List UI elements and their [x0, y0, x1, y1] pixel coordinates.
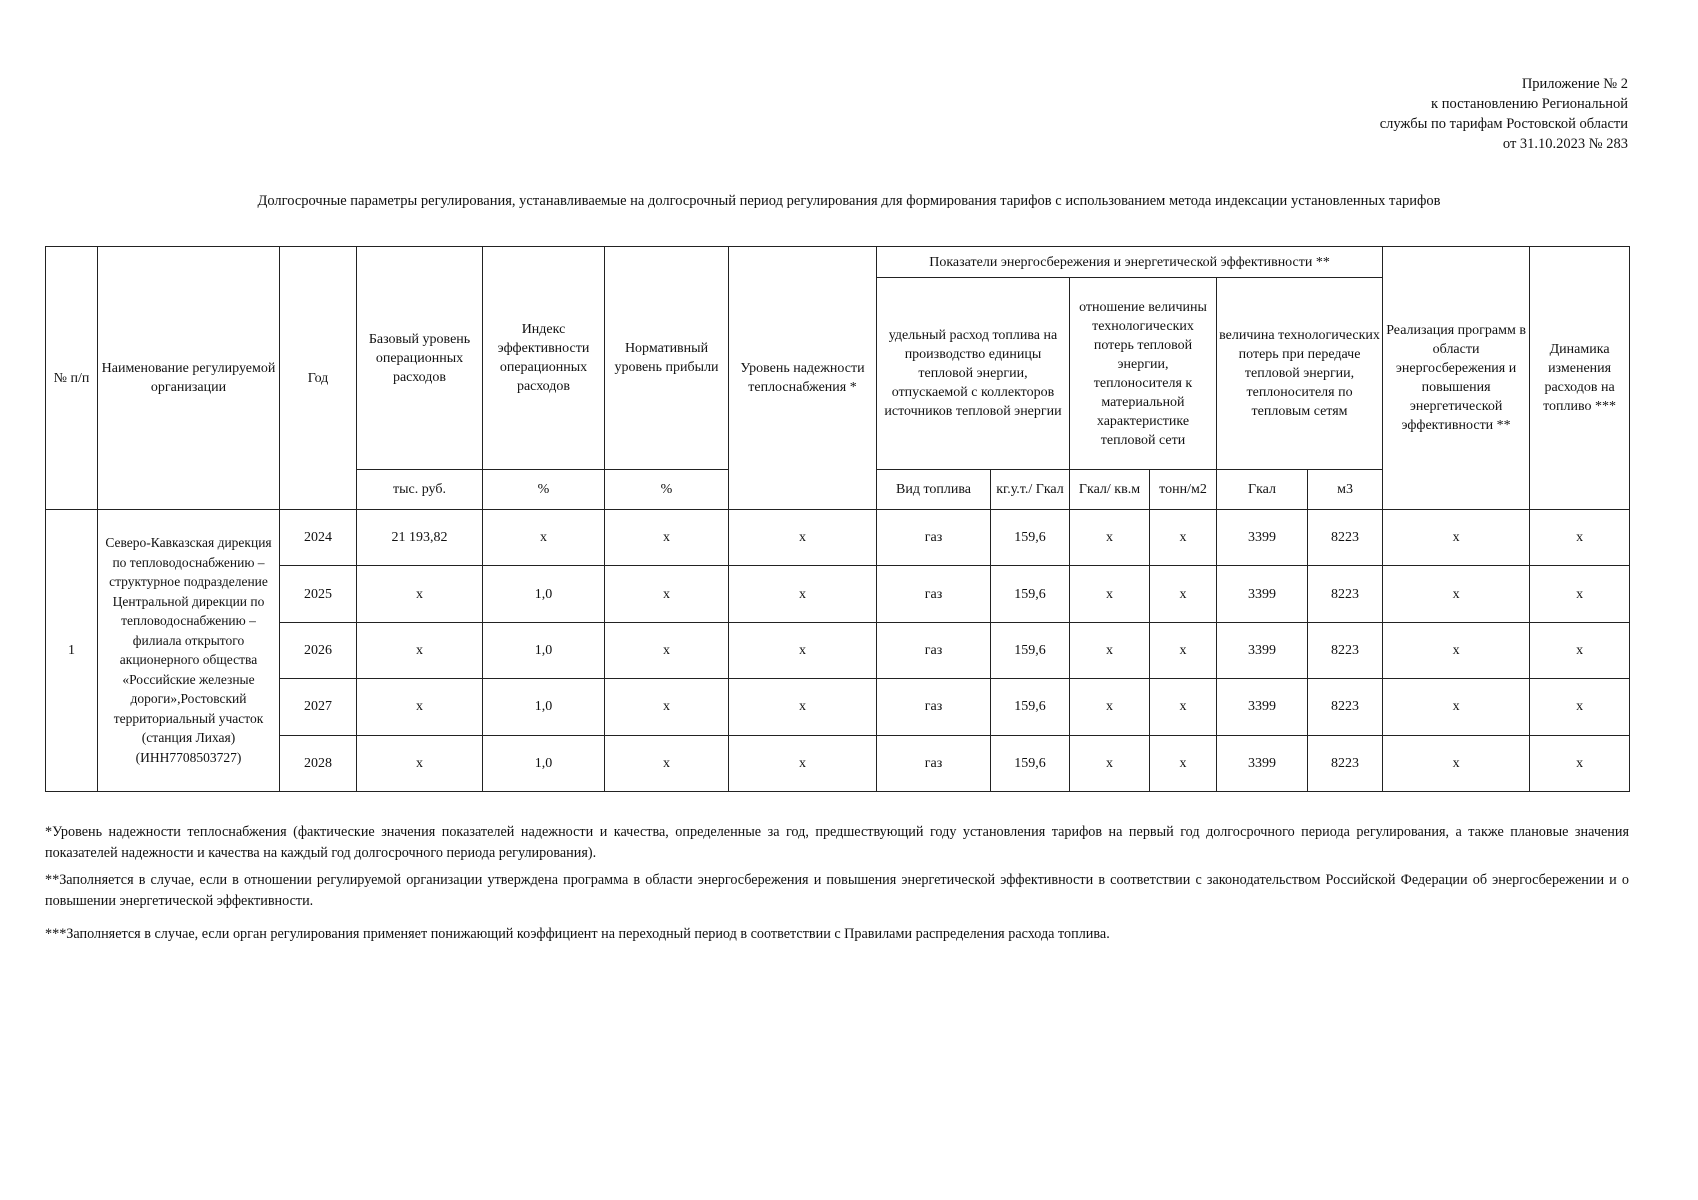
cell-fuel-rate: 159,6: [991, 679, 1070, 735]
cell-base: x: [357, 566, 483, 622]
unit-gcal-sqm: Гкал/ кв.м: [1070, 470, 1150, 510]
cell-gcal-sqm: x: [1070, 679, 1150, 735]
unit-gcal: Гкал: [1217, 470, 1308, 510]
unit-profit: %: [605, 470, 729, 510]
cell-reliability: x: [729, 622, 877, 678]
cell-year: 2026: [280, 622, 357, 678]
footnote-energy-program: **Заполняется в случае, если в отношении регулируемой организации утверждена программа в области энергосбережения и повышения энергетической эффективности в соответствии с законодательством Российской Федерации об энергосбережении и о повышении энергетической эффективности.: [45, 872, 1629, 909]
cell-dynamics: x: [1530, 566, 1630, 622]
header-programs: Реализация программ в области энергосбережения и повышения энергетической эффективности **: [1383, 247, 1530, 510]
org-number: 1: [46, 510, 98, 792]
cell-m3: 8223: [1308, 510, 1383, 566]
unit-base: тыс. руб.: [357, 470, 483, 510]
cell-index: 1,0: [483, 566, 605, 622]
cell-year: 2024: [280, 510, 357, 566]
header-year: Год: [280, 247, 357, 510]
unit-ton-m2: тонн/м2: [1150, 470, 1217, 510]
cell-gcal-sqm: x: [1070, 622, 1150, 678]
cell-fuel-type: газ: [877, 510, 991, 566]
cell-year: 2025: [280, 566, 357, 622]
cell-gcal: 3399: [1217, 510, 1308, 566]
header-efficiency-index: Индекс эффективности операционных расходов: [483, 247, 605, 470]
header-reliability: Уровень надежности теплоснабжения *: [729, 247, 877, 510]
table-row: [46, 735, 1630, 791]
cell-ton-m2: x: [1150, 566, 1217, 622]
cell-gcal-sqm: x: [1070, 510, 1150, 566]
cell-dynamics: x: [1530, 622, 1630, 678]
header-number: № п/п: [46, 247, 98, 510]
footnotes: [45, 822, 1629, 951]
cell-m3: 8223: [1308, 566, 1383, 622]
cell-programs: x: [1383, 566, 1530, 622]
appendix-header: [1380, 74, 1628, 154]
cell-reliability: x: [729, 566, 877, 622]
header-base-level: Базовый уровень операционных расходов: [357, 247, 483, 470]
cell-gcal: 3399: [1217, 622, 1308, 678]
cell-gcal-sqm: x: [1070, 566, 1150, 622]
unit-index: %: [483, 470, 605, 510]
cell-gcal: 3399: [1217, 735, 1308, 791]
cell-index: x: [483, 510, 605, 566]
cell-profit: x: [605, 566, 729, 622]
cell-programs: x: [1383, 510, 1530, 566]
cell-profit: x: [605, 735, 729, 791]
cell-dynamics: x: [1530, 735, 1630, 791]
cell-m3: 8223: [1308, 679, 1383, 735]
org-name: Северо-Кавказская дирекция по тепловодоснабжению – структурное подразделение Центральной дирекции по тепловодоснабжению – филиала открытого акционерного общества «Российские железные дороги»,Ростовский территориальный участок (станция Лихая) (ИНН7708503727): [98, 510, 280, 792]
header-organization: Наименование регулируемой организации: [98, 247, 280, 510]
cell-base: x: [357, 735, 483, 791]
document-title: Долгосрочные параметры регулирования, устанавливаемые на долгосрочный период регулирования для формирования тарифов с использованием метода индексации установленных тарифов: [257, 193, 1441, 209]
cell-index: 1,0: [483, 679, 605, 735]
cell-gcal-sqm: x: [1070, 735, 1150, 791]
cell-profit: x: [605, 679, 729, 735]
cell-reliability: x: [729, 735, 877, 791]
cell-fuel-type: газ: [877, 679, 991, 735]
cell-fuel-rate: 159,6: [991, 735, 1070, 791]
header-loss-value: величина технологических потерь при передаче тепловой энергии, теплоносителя по тепловым сетям: [1217, 278, 1383, 470]
unit-fuel-rate: кг.у.т./ Гкал: [991, 470, 1070, 510]
unit-fuel-type: Вид топлива: [877, 470, 991, 510]
cell-year: 2027: [280, 679, 357, 735]
appendix-line-1: Приложение № 2: [1521, 76, 1628, 92]
cell-programs: x: [1383, 735, 1530, 791]
footnote-fuel-dynamics: ***Заполняется в случае, если орган регулирования применяет понижающий коэффициент на переходный период в соответствии с Правилами распределения расхода топлива.: [45, 926, 1110, 942]
table-row: [46, 566, 1630, 622]
cell-index: 1,0: [483, 735, 605, 791]
cell-fuel-type: газ: [877, 735, 991, 791]
cell-m3: 8223: [1308, 622, 1383, 678]
cell-m3: 8223: [1308, 735, 1383, 791]
table-row: [46, 679, 1630, 735]
appendix-line-4: от 31.10.2023 № 283: [1502, 136, 1628, 152]
cell-ton-m2: x: [1150, 679, 1217, 735]
cell-dynamics: x: [1530, 679, 1630, 735]
cell-base: x: [357, 622, 483, 678]
header-fuel-rate: удельный расход топлива на производство единицы тепловой энергии, отпускаемой с коллекторов источников тепловой энергии: [877, 278, 1070, 470]
cell-ton-m2: x: [1150, 622, 1217, 678]
cell-fuel-rate: 159,6: [991, 510, 1070, 566]
footnote-reliability: *Уровень надежности теплоснабжения (фактические значения показателей надежности и качества, определенные за год, предшествующий году установления тарифов на первый год долгосрочного периода регулирования, а также плановые значения показателей надежности и качества на каждый год долгосрочного периода регулирования).: [45, 824, 1629, 861]
regulation-parameters-table: [45, 246, 1630, 792]
table-row: [46, 622, 1630, 678]
cell-dynamics: x: [1530, 510, 1630, 566]
appendix-line-3: службы по тарифам Ростовской области: [1379, 116, 1628, 132]
cell-profit: x: [605, 510, 729, 566]
cell-base: x: [357, 679, 483, 735]
cell-base: 21 193,82: [357, 510, 483, 566]
header-energy-group: Показатели энергосбережения и энергетической эффективности **: [877, 247, 1383, 278]
cell-reliability: x: [729, 510, 877, 566]
cell-gcal: 3399: [1217, 679, 1308, 735]
cell-programs: x: [1383, 679, 1530, 735]
cell-fuel-type: газ: [877, 566, 991, 622]
cell-reliability: x: [729, 679, 877, 735]
cell-ton-m2: x: [1150, 735, 1217, 791]
cell-fuel-type: газ: [877, 622, 991, 678]
table-row: [46, 510, 1630, 566]
header-fuel-dynamics: Динамика изменения расходов на топливо ***: [1530, 247, 1630, 510]
unit-m3: м3: [1308, 470, 1383, 510]
header-loss-ratio: отношение величины технологических потерь тепловой энергии, теплоносителя к материальной характеристике тепловой сети: [1070, 278, 1217, 470]
cell-year: 2028: [280, 735, 357, 791]
header-profit-level: Нормативный уровень прибыли: [605, 247, 729, 470]
cell-ton-m2: x: [1150, 510, 1217, 566]
cell-fuel-rate: 159,6: [991, 622, 1070, 678]
cell-profit: x: [605, 622, 729, 678]
cell-fuel-rate: 159,6: [991, 566, 1070, 622]
cell-gcal: 3399: [1217, 566, 1308, 622]
cell-index: 1,0: [483, 622, 605, 678]
cell-programs: x: [1383, 622, 1530, 678]
appendix-line-2: к постановлению Региональной: [1431, 96, 1628, 112]
